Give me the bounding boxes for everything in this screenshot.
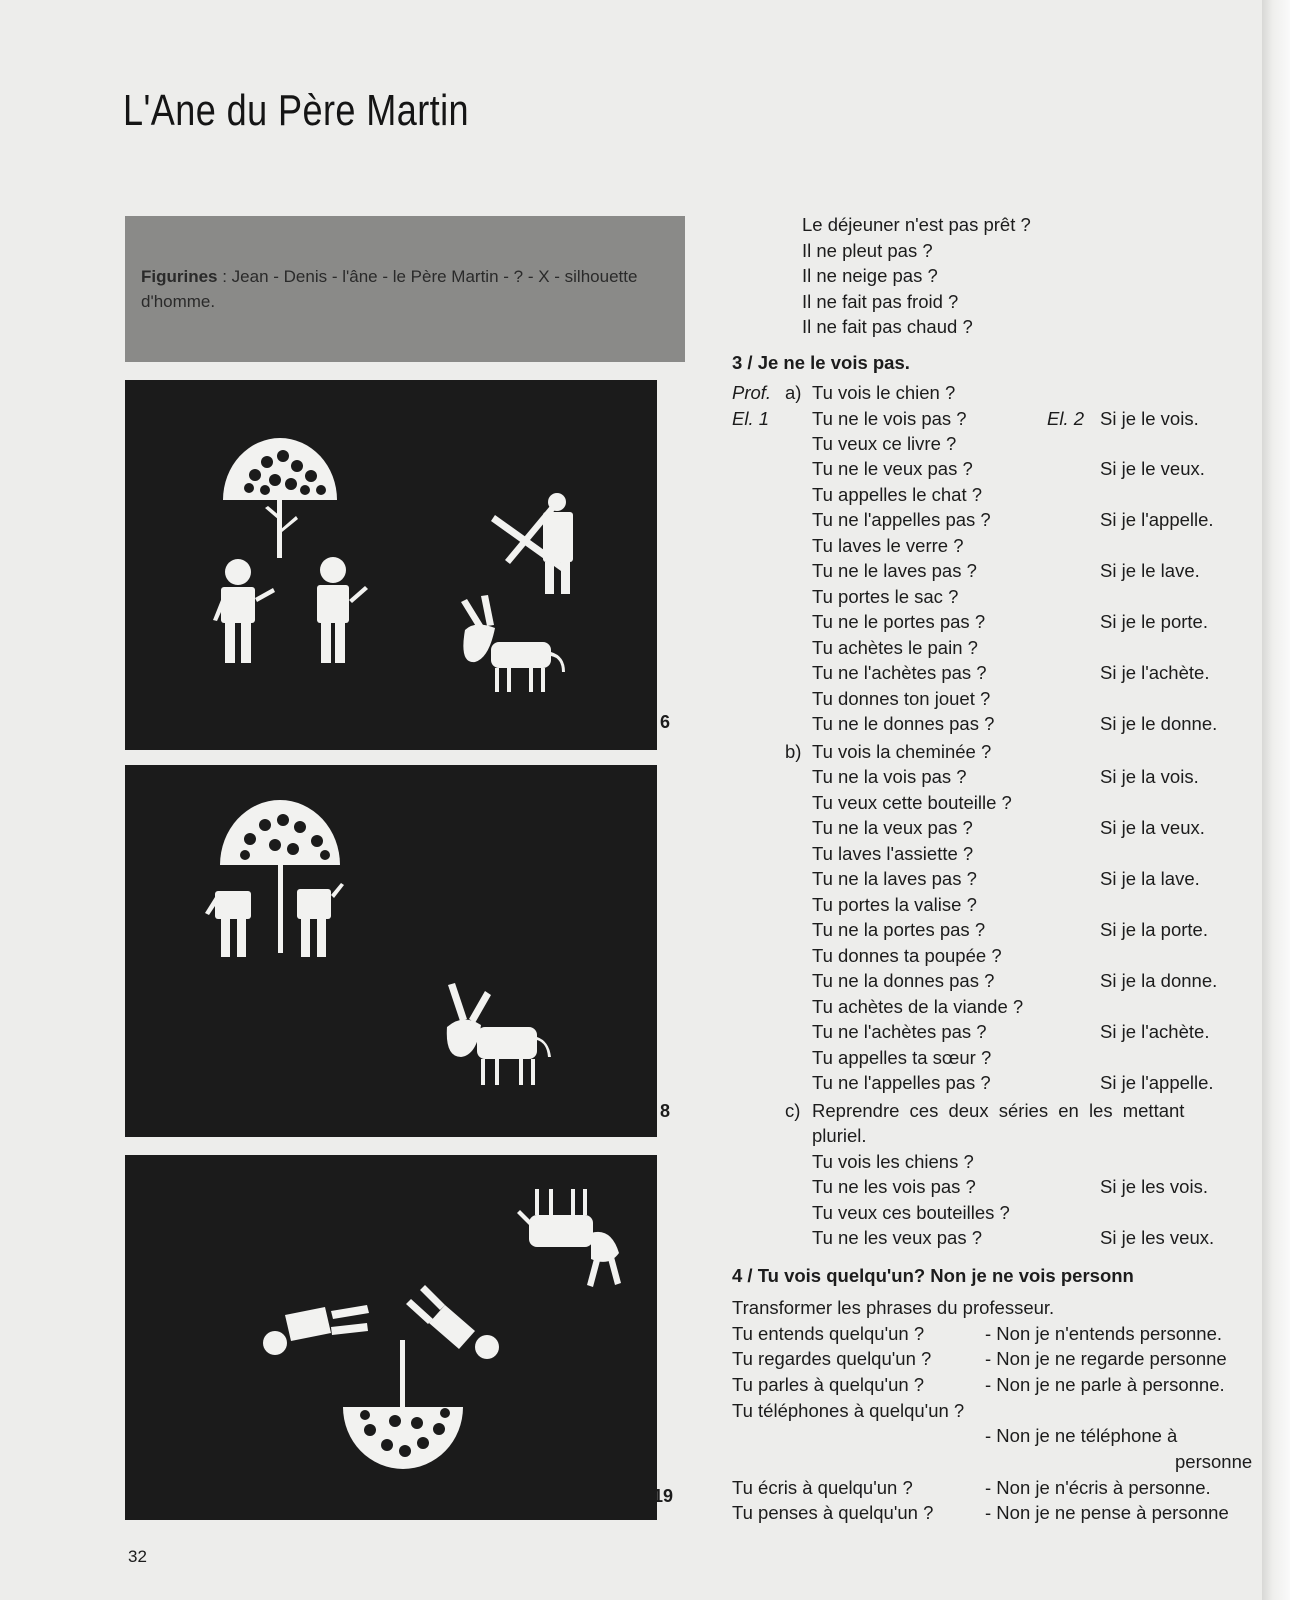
figurines-box — [125, 216, 685, 362]
answer: Si je l'appelle. — [1100, 1072, 1214, 1093]
answer: - Non je ne pense à personne — [985, 1502, 1229, 1523]
intro-line: Le déjeuner n'est pas prêt ? — [802, 214, 1031, 235]
illustration-panel-19 — [125, 1155, 657, 1520]
question: Tu veux ces bouteilles ? — [812, 1202, 1010, 1223]
question: Tu veux cette bouteille ? — [812, 792, 1012, 813]
negative-question: Tu ne les veux pas ? — [812, 1227, 983, 1248]
negative-question: Tu ne les vois pas ? — [812, 1176, 976, 1197]
part-a-label: a) — [785, 382, 802, 403]
part-c-instruction: pluriel. — [812, 1125, 867, 1146]
negative-question: Tu ne la portes pas ? — [812, 919, 986, 940]
question: Tu téléphones à quelqu'un ? — [732, 1400, 965, 1421]
upside-down-donkey — [517, 1189, 621, 1287]
part-c-label: c) — [785, 1100, 801, 1121]
answer: Si je la lave. — [1100, 868, 1200, 889]
negative-question: Tu ne la veux pas ? — [812, 817, 973, 838]
falling-boy-1 — [263, 1305, 369, 1355]
answer: - Non je n'entends personne. — [985, 1323, 1222, 1344]
negative-question: Tu ne le donnes pas ? — [812, 713, 995, 734]
answer: Si je l'appelle. — [1100, 509, 1214, 530]
question: Tu regardes quelqu'un ? — [732, 1348, 932, 1369]
negative-question: Tu ne l'achètes pas ? — [812, 1021, 987, 1042]
boy-denis — [317, 557, 368, 663]
prof-label: Prof. — [732, 382, 772, 403]
negative-question: Tu ne la donnes pas ? — [812, 970, 995, 991]
donkey-illustration — [461, 595, 565, 692]
question: Tu parles à quelqu'un ? — [732, 1374, 925, 1395]
illustration-panel-8 — [125, 765, 657, 1137]
panel-number: 6 — [660, 712, 671, 732]
question: Tu donnes ton jouet ? — [812, 688, 991, 709]
question: Tu portes la valise ? — [812, 894, 977, 915]
student-1-label: El. 1 — [732, 408, 770, 429]
negative-question: Tu ne le vois pas ? — [812, 408, 967, 429]
answer: Si je l'achète. — [1100, 1021, 1210, 1042]
figurines-label: Figurines — [141, 267, 218, 286]
negative-question: Tu ne l'appelles pas ? — [812, 1072, 991, 1093]
negative-question: Tu ne l'appelles pas ? — [812, 509, 991, 530]
answer: - Non je ne parle à personne. — [985, 1374, 1225, 1395]
page-title: L'Ane du Père Martin — [123, 86, 470, 135]
question: Tu entends quelqu'un ? — [732, 1323, 925, 1344]
exercise-4-instruction: Transformer les phrases du professeur. — [732, 1297, 1055, 1318]
question: Tu achètes le pain ? — [812, 637, 978, 658]
exercise-4-heading: 4 / Tu vois quelqu'un? Non je ne vois personn — [732, 1265, 1134, 1286]
intro-line: Il ne fait pas froid ? — [802, 291, 959, 312]
question: Tu vois la cheminée ? — [812, 741, 992, 762]
answer: Si je le porte. — [1100, 611, 1208, 632]
answer: Si je le veux. — [1100, 458, 1205, 479]
falling-boy-2 — [406, 1285, 499, 1359]
part-c-instruction: Reprendre ces deux séries en les mettant — [812, 1100, 1185, 1121]
boy-denis-hidden — [297, 883, 344, 957]
answer: Si je les vois. — [1100, 1176, 1208, 1197]
answer: Si je la porte. — [1100, 919, 1208, 940]
question: Tu laves le verre ? — [812, 535, 964, 556]
panel-number: 8 — [660, 1101, 671, 1121]
question: Tu vois le chien ? — [812, 382, 956, 403]
negative-question: Tu ne le portes pas ? — [812, 611, 986, 632]
question: Tu vois les chiens ? — [812, 1151, 974, 1172]
question: Tu donnes ta poupée ? — [812, 945, 1002, 966]
negative-question: Tu ne l'achètes pas ? — [812, 662, 987, 683]
answer: Si je les veux. — [1100, 1227, 1215, 1248]
man-silhouette — [491, 493, 573, 594]
intro-line: Il ne fait pas chaud ? — [802, 316, 973, 337]
answer: Si je le lave. — [1100, 560, 1200, 581]
figurines-list: : Jean - Denis - l'âne - le Père Martin - ? - X - silhouette d'homme. — [141, 267, 638, 311]
intro-line: Il ne pleut pas ? — [802, 240, 933, 261]
figurines-text — [141, 264, 671, 314]
answer-continuation: personne — [1175, 1451, 1253, 1472]
negative-question: Tu ne la vois pas ? — [812, 766, 967, 787]
question: Tu achètes de la viande ? — [812, 996, 1024, 1017]
answer: Si je le donne. — [1100, 713, 1218, 734]
boy-jean-hidden — [205, 891, 251, 957]
answer: Si je la vois. — [1100, 766, 1199, 787]
negative-question: Tu ne le veux pas ? — [812, 458, 973, 479]
exercise-3-heading: 3 / Je ne le vois pas. — [732, 352, 910, 373]
illustration-panel-6 — [125, 380, 657, 750]
answer: Si je la veux. — [1100, 817, 1205, 838]
question: Tu veux ce livre ? — [812, 433, 957, 454]
donkey-illustration — [447, 983, 551, 1085]
part-b-label: b) — [785, 741, 802, 762]
question: Tu appelles le chat ? — [812, 484, 983, 505]
intro-line: Il ne neige pas ? — [802, 265, 938, 286]
question: Tu portes le sac ? — [812, 586, 959, 607]
page-number: 32 — [128, 1547, 147, 1566]
negative-question: Tu ne le laves pas ? — [812, 560, 977, 581]
question: Tu penses à quelqu'un ? — [732, 1502, 934, 1523]
page-edge — [1262, 0, 1290, 1600]
question: Tu écris à quelqu'un ? — [732, 1477, 913, 1498]
answer: - Non je ne regarde personne — [985, 1348, 1227, 1369]
answer: - Non je ne téléphone à — [985, 1425, 1178, 1446]
boy-jean — [213, 559, 275, 663]
question: Tu appelles ta sœur ? — [812, 1047, 992, 1068]
answer: - Non je n'écris à personne. — [985, 1477, 1211, 1498]
question: Tu laves l'assiette ? — [812, 843, 974, 864]
answer: Si je la donne. — [1100, 970, 1218, 991]
student-2-label: El. 2 — [1047, 408, 1085, 429]
negative-question: Tu ne la laves pas ? — [812, 868, 977, 889]
answer: Si je le vois. — [1100, 408, 1199, 429]
panel-number: 19 — [653, 1486, 674, 1506]
answer: Si je l'achète. — [1100, 662, 1210, 683]
